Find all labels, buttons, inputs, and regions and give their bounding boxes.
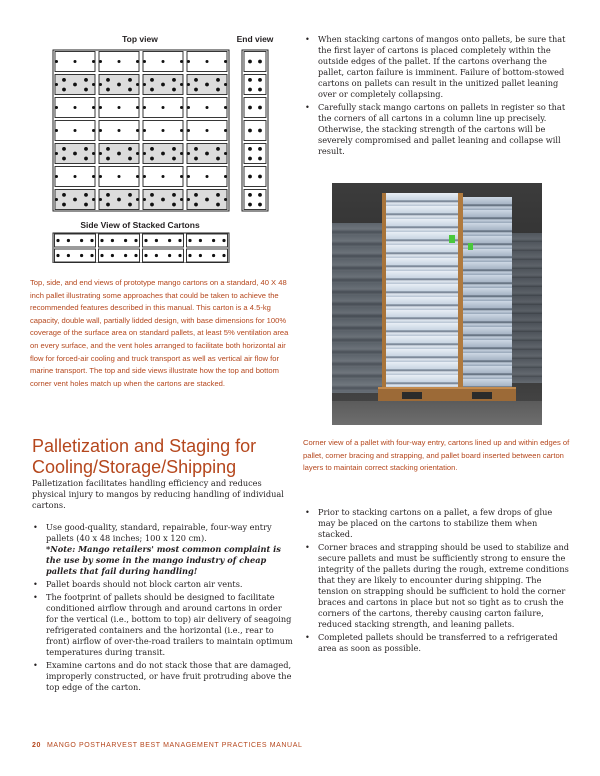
corner-brace <box>382 193 386 388</box>
vent-hole <box>73 152 77 156</box>
vent-hole <box>216 157 220 161</box>
vent-hole <box>143 129 146 132</box>
vent-hole <box>155 254 158 257</box>
vent-hole <box>99 175 102 178</box>
vent-hole <box>216 193 220 197</box>
vent-hole <box>144 239 147 242</box>
vent-hole <box>55 83 58 86</box>
vent-hole <box>206 106 209 109</box>
carton-end <box>244 52 266 72</box>
vent-hole <box>56 254 59 257</box>
vent-hole <box>248 175 252 179</box>
vent-hole <box>136 129 139 132</box>
vent-hole <box>205 83 209 87</box>
vent-hole <box>222 254 225 257</box>
vent-hole <box>258 60 262 64</box>
carton-side <box>55 249 96 262</box>
page-number: 20 <box>32 742 41 749</box>
carton-side <box>99 234 140 247</box>
vent-hole <box>216 88 220 92</box>
vent-hole <box>55 129 58 132</box>
vent-hole <box>84 203 88 207</box>
right-top-bullet-list <box>304 34 572 159</box>
vent-hole <box>99 129 102 132</box>
carton-end <box>244 144 266 164</box>
photo-caption: Corner view of a pallet with four-way entry, cartons lined up and within edges of pallet, corner bracing and strapping, and pallet board inserted between carton layers to maintain correct stacking orientation. <box>303 438 570 473</box>
vent-hole <box>128 147 132 151</box>
vent-hole <box>194 203 198 207</box>
vent-hole <box>161 83 165 87</box>
vent-hole <box>100 254 103 257</box>
vent-hole <box>74 175 77 178</box>
side-view-label: Side View of Stacked Cartons <box>80 220 200 230</box>
section-intro: Palletization facilitates handling efficiency and reduces physical injury to mangos by reducing handling of individual cartons. <box>32 478 284 510</box>
vent-hole <box>224 129 227 132</box>
vent-hole <box>111 254 114 257</box>
vent-hole <box>144 254 147 257</box>
vent-hole <box>212 239 215 242</box>
carton-side <box>143 234 184 247</box>
page-footer <box>32 742 432 749</box>
vent-hole <box>99 152 102 155</box>
vent-hole <box>128 193 132 197</box>
vent-hole <box>180 83 183 86</box>
vent-hole <box>143 60 146 63</box>
vent-hole <box>55 152 58 155</box>
vent-hole <box>106 147 110 151</box>
vent-hole <box>55 106 58 109</box>
vent-hole <box>92 83 95 86</box>
vent-hole <box>92 60 95 63</box>
vent-hole <box>143 175 146 178</box>
vent-hole <box>187 60 190 63</box>
vent-hole <box>258 157 262 161</box>
vent-hole <box>248 157 252 161</box>
vent-hole <box>118 106 121 109</box>
vent-hole <box>99 60 102 63</box>
carton-diagram-figure <box>30 28 292 263</box>
vent-hole <box>143 152 146 155</box>
vent-hole <box>222 239 225 242</box>
vent-hole <box>55 60 58 63</box>
vent-hole <box>80 239 83 242</box>
vent-hole <box>143 83 146 86</box>
vent-hole <box>143 198 146 201</box>
vent-hole <box>74 106 77 109</box>
carton-end <box>244 121 266 141</box>
vent-hole <box>73 83 77 87</box>
vent-hole <box>128 88 132 92</box>
vent-hole <box>168 254 171 257</box>
vent-hole <box>188 239 191 242</box>
vent-hole <box>55 198 58 201</box>
vent-hole <box>124 239 127 242</box>
vent-hole <box>118 175 121 178</box>
vent-hole <box>187 106 190 109</box>
vent-hole <box>180 198 183 201</box>
list-item <box>32 660 296 693</box>
vent-hole <box>258 175 262 179</box>
list-item <box>32 522 296 577</box>
vent-hole <box>84 88 88 92</box>
vent-hole <box>84 157 88 161</box>
vent-hole <box>118 129 121 132</box>
vent-hole <box>206 175 209 178</box>
vent-hole <box>194 78 198 82</box>
vent-hole <box>216 78 220 82</box>
vent-hole <box>143 106 146 109</box>
vent-hole <box>187 175 190 178</box>
vent-hole <box>150 78 154 82</box>
vent-hole <box>187 198 190 201</box>
vent-hole <box>248 106 252 110</box>
vent-hole <box>248 88 252 92</box>
vent-hole <box>67 239 70 242</box>
vent-hole <box>67 254 70 257</box>
end-view-label: End view <box>236 34 274 44</box>
bullet-examine-cartons: Examine cartons and do not stack those that are damaged, improperly constructed, or have fruit protruding above the top edge of the carton. <box>46 660 292 692</box>
vent-hole <box>117 152 121 156</box>
vent-hole <box>118 60 121 63</box>
vent-hole <box>73 198 77 202</box>
pallet-side-face <box>460 197 512 387</box>
list-item <box>304 34 572 100</box>
vent-hole <box>224 106 227 109</box>
vent-hole <box>180 60 183 63</box>
vent-hole <box>128 203 132 207</box>
vent-hole <box>117 83 121 87</box>
vent-hole <box>56 239 59 242</box>
running-title: MANGO POSTHARVEST BEST MANAGEMENT PRACTICES MANUAL <box>47 742 303 749</box>
carton-diagram <box>30 28 292 263</box>
bullet-pallet-boards: Pallet boards should not block carton air vents. <box>46 579 243 589</box>
vent-hole <box>206 129 209 132</box>
vent-hole <box>206 60 209 63</box>
bullet-pallet-spec: Use good-quality, standard, repairable, four-way entry pallets (40 x 48 inches; 100 x 120 cm). <box>46 522 272 543</box>
vent-hole <box>258 193 262 197</box>
pallet-photo <box>332 183 542 425</box>
carton-end <box>244 167 266 187</box>
vent-hole <box>258 147 262 151</box>
section-heading: Palletization and Staging for Cooling/Storage/Shipping <box>32 436 257 477</box>
bullet-first-layer: When stacking cartons of mangos onto pallets, be sure that the first layer of cartons is placed completely within the outside edges of the pallet. If the cartons overhang the pallet, carton failure is imminent. Failure of bottom-stowed cartons on pallets can result in the unitized pallet leaning over or completely collapsing. <box>318 34 566 99</box>
vent-hole <box>62 88 66 92</box>
vent-hole <box>62 203 66 207</box>
bullet-corner-braces: Corner braces and strapping should be used to stabilize and secure pallets and must be sufficiently strong to ensure the integrity of the pallets during the rough, extreme conditions that they are likely to encounter during shipping. The tension on strapping should be sufficient to hold the corner braces and cartons in place but not so tight as to crush the corners of the cartons, thereby causing carton failure, reduced stacking strength, and leaning pallets. <box>318 542 569 629</box>
vent-hole <box>150 157 154 161</box>
vent-hole <box>136 198 139 201</box>
vent-hole <box>74 60 77 63</box>
carton-side <box>99 249 140 262</box>
vent-hole <box>90 254 93 257</box>
vent-hole <box>128 78 132 82</box>
top-view-drawing <box>53 50 229 211</box>
vent-hole <box>187 129 190 132</box>
vent-hole <box>216 203 220 207</box>
vent-hole <box>99 106 102 109</box>
vent-hole <box>99 83 102 86</box>
vent-hole <box>155 239 158 242</box>
vent-hole <box>194 88 198 92</box>
end-view-drawing <box>242 50 268 211</box>
vent-hole <box>111 239 114 242</box>
vent-hole <box>172 147 176 151</box>
vent-hole <box>248 129 252 133</box>
vent-hole <box>136 175 139 178</box>
vent-hole <box>194 193 198 197</box>
vent-hole <box>150 203 154 207</box>
vent-hole <box>100 239 103 242</box>
green-label <box>468 243 473 250</box>
vent-hole <box>194 157 198 161</box>
vent-hole <box>62 157 66 161</box>
vent-hole <box>162 175 165 178</box>
figure-caption: Top, side, and end views of prototype mango cartons on a standard, 40 X 48 inch pallet illustrating some approaches that could be taken to achieve the recommended features described in this manual. This carton is a 4.5-kg capacity, double wall, partially lidded design, with base dimensions for 100% coverage of the surface area on standard pallets, at least 5% ventilation area on every surface, and the vent holes arranged to facilitate both horizontal air flow for forced-air cooling and truck transport as well as vertical air flow for marine transport. The top and side views illustrate how the top and bottom corner vent holes match up when the cartons are stacked. <box>30 278 289 388</box>
vent-hole <box>199 254 202 257</box>
vent-hole <box>92 175 95 178</box>
vent-hole <box>136 152 139 155</box>
carton-side <box>55 234 96 247</box>
vent-hole <box>178 254 181 257</box>
vent-hole <box>62 193 66 197</box>
carton-side <box>187 234 228 247</box>
vent-hole <box>84 193 88 197</box>
vent-hole <box>224 152 227 155</box>
vent-hole <box>180 175 183 178</box>
background-stack <box>507 233 542 383</box>
fork-entry <box>402 392 422 399</box>
list-item <box>304 507 572 540</box>
bullet-register-stacking: Carefully stack mango cartons on pallets in register so that the corners of all cartons in a column line up precisely. Otherwise, the stacking strength of the cartons will be severely compromised and pallet leaning and collapse will result. <box>318 102 566 156</box>
vent-hole <box>216 147 220 151</box>
top-view-label: Top view <box>122 34 158 44</box>
vent-hole <box>248 78 252 82</box>
vent-hole <box>212 254 215 257</box>
vent-hole <box>84 78 88 82</box>
bullet-glue: Prior to stacking cartons on a pallet, a few drops of glue may be placed on the cartons to stabilize them when stacked. <box>318 507 553 539</box>
vent-hole <box>194 147 198 151</box>
vent-hole <box>136 83 139 86</box>
vent-hole <box>84 147 88 151</box>
vent-hole <box>248 60 252 64</box>
vent-hole <box>106 203 110 207</box>
vent-hole <box>224 175 227 178</box>
vent-hole <box>106 157 110 161</box>
vent-hole <box>258 88 262 92</box>
vent-hole <box>180 106 183 109</box>
vent-hole <box>248 203 252 207</box>
list-item <box>32 592 296 658</box>
bullet-refrigerated: Completed pallets should be transferred to a refrigerated area as soon as possible. <box>318 632 558 653</box>
vent-hole <box>162 129 165 132</box>
vent-hole <box>180 152 183 155</box>
vent-hole <box>224 83 227 86</box>
carton-end <box>244 190 266 210</box>
vent-hole <box>172 157 176 161</box>
vent-hole <box>150 147 154 151</box>
vent-hole <box>188 254 191 257</box>
vent-hole <box>172 88 176 92</box>
vent-hole <box>55 175 58 178</box>
vent-hole <box>150 193 154 197</box>
carton-end <box>244 98 266 118</box>
vent-hole <box>161 152 165 156</box>
vent-hole <box>248 193 252 197</box>
vent-hole <box>205 198 209 202</box>
vent-hole <box>161 198 165 202</box>
vent-hole <box>90 239 93 242</box>
vent-hole <box>92 152 95 155</box>
vent-hole <box>62 147 66 151</box>
vent-hole <box>106 88 110 92</box>
vent-hole <box>205 152 209 156</box>
vent-hole <box>258 106 262 110</box>
vent-hole <box>136 60 139 63</box>
vent-hole <box>150 88 154 92</box>
vent-hole <box>80 254 83 257</box>
side-view-drawing <box>53 233 229 263</box>
vent-hole <box>199 239 202 242</box>
pallet-front-face <box>382 193 462 388</box>
vent-hole <box>172 193 176 197</box>
vent-hole <box>92 106 95 109</box>
vent-hole <box>128 157 132 161</box>
vent-hole <box>187 152 190 155</box>
vent-hole <box>162 60 165 63</box>
vent-hole <box>106 78 110 82</box>
vent-hole <box>224 60 227 63</box>
vent-hole <box>258 203 262 207</box>
corner-brace <box>458 193 463 388</box>
carton-end <box>244 75 266 95</box>
vent-hole <box>134 239 137 242</box>
vent-hole <box>162 106 165 109</box>
vent-hole <box>124 254 127 257</box>
vent-hole <box>117 198 121 202</box>
vent-hole <box>99 198 102 201</box>
list-item <box>304 102 572 157</box>
fork-entry <box>472 392 492 399</box>
vent-hole <box>92 198 95 201</box>
carton-side <box>143 249 184 262</box>
right-bottom-bullet-list <box>304 507 572 656</box>
vent-hole <box>74 129 77 132</box>
vent-hole <box>92 129 95 132</box>
vent-hole <box>180 129 183 132</box>
bullet-pallet-footprint: The footprint of pallets should be designed to facilitate conditioned airflow through and around cartons in order for the vertical (i.e., bottom to top) air delivery of seagoing refrigerated containers and the horizontal (i.e., rear to front) airflow of over-the-road trailers to maintain optimum temperatures during transit. <box>46 592 293 657</box>
vent-hole <box>106 193 110 197</box>
vent-hole <box>248 147 252 151</box>
carton-side <box>187 249 228 262</box>
vent-hole <box>62 78 66 82</box>
list-item <box>32 579 296 590</box>
green-label <box>449 235 455 243</box>
vent-hole <box>172 203 176 207</box>
left-bullet-list <box>32 522 296 695</box>
vent-hole <box>258 129 262 133</box>
vent-hole <box>172 78 176 82</box>
vent-hole <box>187 83 190 86</box>
vent-hole <box>168 239 171 242</box>
retailer-note: *Note: Mango retailers' most common complaint is the use by some in the mango industry of cheap pallets that fail during handling! <box>46 544 281 576</box>
vent-hole <box>134 254 137 257</box>
list-item <box>304 632 572 654</box>
vent-hole <box>136 106 139 109</box>
vent-hole <box>258 78 262 82</box>
vent-hole <box>178 239 181 242</box>
vent-hole <box>224 198 227 201</box>
list-item <box>304 542 572 630</box>
floor <box>332 401 542 425</box>
